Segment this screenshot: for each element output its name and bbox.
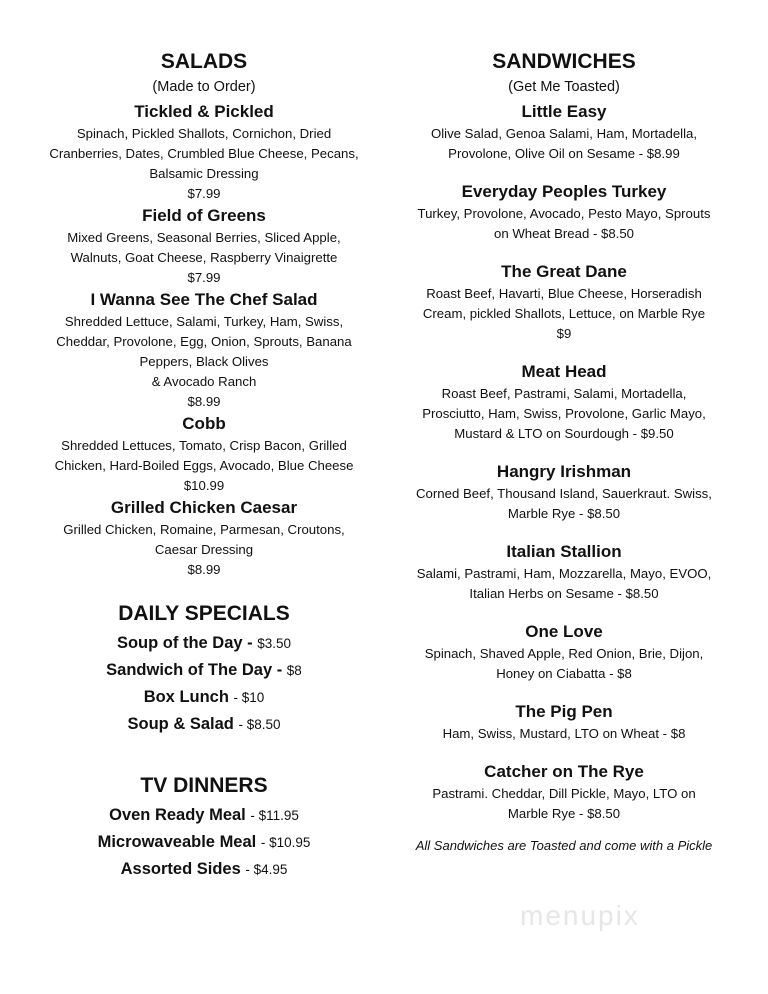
tv-dinner-price: - $10.95 [260, 835, 311, 850]
special-item [30, 711, 378, 738]
special-price: $8 [286, 663, 302, 678]
salad-item [30, 288, 378, 412]
salads-subtitle: (Made to Order) [152, 79, 256, 95]
salad-desc-line: Balsamic Dressing [149, 166, 259, 181]
salad-desc-line: Cheddar, Provolone, Egg, Onion, Sprouts, Banana [56, 334, 352, 349]
tv-dinner-price: - $4.95 [245, 862, 288, 877]
salad-price: $8.99 [187, 394, 221, 409]
sandwiches-title: SANDWICHES [492, 50, 636, 73]
salad-name: I Wanna See The Chef Salad [90, 290, 318, 309]
sandwich-item [395, 700, 733, 744]
salad-price: $10.99 [183, 478, 225, 493]
salad-item [30, 100, 378, 204]
salad-name: Field of Greens [142, 206, 266, 225]
tv-dinner-name: Microwaveable Meal [97, 833, 257, 851]
special-item [30, 630, 378, 657]
sandwiches-subtitle: (Get Me Toasted) [508, 79, 620, 95]
sandwich-desc-line: Spinach, Shaved Apple, Red Onion, Brie, Dijon, [424, 646, 704, 661]
sandwich-item [395, 360, 733, 444]
sandwich-desc-line: $9 [556, 326, 572, 341]
daily-specials-title: DAILY SPECIALS [118, 602, 290, 625]
sandwich-item [395, 260, 733, 344]
sandwich-desc-line: Honey on Ciabatta - $8 [496, 666, 632, 681]
salad-desc-line: Walnuts, Goat Cheese, Raspberry Vinaigrette [70, 250, 338, 265]
salads-section [30, 48, 378, 580]
salad-price: $7.99 [187, 186, 221, 201]
special-price: - $10 [233, 690, 265, 705]
right-column [395, 48, 733, 856]
salad-desc-line: Shredded Lettuce, Salami, Turkey, Ham, Swiss, [64, 314, 344, 329]
sandwich-name: The Pig Pen [515, 702, 613, 721]
tv-dinner-item [30, 856, 378, 883]
sandwich-name: Hangry Irishman [496, 462, 632, 481]
sandwich-name: Italian Stallion [506, 542, 622, 561]
special-name: Sandwich of The Day - [106, 661, 283, 679]
sandwich-desc-line: Roast Beef, Pastrami, Salami, Mortadella, [441, 386, 687, 401]
salad-item [30, 204, 378, 288]
sandwich-name: One Love [525, 622, 603, 641]
sandwich-desc-line: Olive Salad, Genoa Salami, Ham, Mortadella, [430, 126, 698, 141]
tv-dinner-item [30, 829, 378, 856]
sandwich-desc-line: Marble Rye - $8.50 [507, 506, 621, 521]
salad-name: Tickled & Pickled [134, 102, 274, 121]
sandwich-desc-line: Salami, Pastrami, Ham, Mozzarella, Mayo, EVOO, [416, 566, 712, 581]
special-name: Box Lunch [143, 688, 229, 706]
sandwich-desc-line: Roast Beef, Havarti, Blue Cheese, Horseradish [426, 286, 702, 301]
watermark: menupix [520, 900, 640, 931]
salad-price: $7.99 [187, 270, 221, 285]
sandwich-desc-line: Provolone, Olive Oil on Sesame - $8.99 [448, 146, 680, 161]
salad-desc-line: Chicken, Hard-Boiled Eggs, Avocado, Blue Cheese [54, 458, 354, 473]
sandwich-item [395, 100, 733, 164]
sandwich-name: Little Easy [521, 102, 607, 121]
sandwich-desc-line: Turkey, Provolone, Avocado, Pesto Mayo, Sprouts [417, 206, 711, 221]
sandwich-desc-line: Italian Herbs on Sesame - $8.50 [469, 586, 659, 601]
left-column [30, 48, 378, 883]
special-name: Soup of the Day - [116, 634, 253, 652]
salad-desc-line: Shredded Lettuces, Tomato, Crisp Bacon, Grilled [61, 438, 347, 453]
sandwich-desc-line: Marble Rye - $8.50 [507, 806, 621, 821]
sandwich-item [395, 540, 733, 604]
tv-dinners-title: TV DINNERS [140, 774, 268, 797]
special-price: $3.50 [257, 636, 292, 651]
salads-title: SALADS [160, 50, 248, 73]
sandwich-desc-line: Pastrami. Cheddar, Dill Pickle, Mayo, LTO on [432, 786, 696, 801]
sandwich-item [395, 620, 733, 684]
salad-desc-line: Caesar Dressing [154, 542, 254, 557]
tv-dinner-price: - $11.95 [250, 808, 299, 823]
sandwich-item [395, 460, 733, 524]
salad-desc-line: & Avocado Ranch [151, 374, 257, 389]
tv-dinner-name: Oven Ready Meal [109, 806, 246, 824]
tv-dinners-section [30, 772, 378, 883]
salad-name: Cobb [182, 414, 226, 433]
daily-specials-section [30, 600, 378, 738]
salad-desc-line: Grilled Chicken, Romaine, Parmesan, Croutons, [63, 522, 345, 537]
special-name: Soup & Salad [127, 715, 234, 733]
sandwiches-note: All Sandwiches are Toasted and come with a Pickle [415, 838, 713, 853]
sandwich-name: Meat Head [521, 362, 607, 381]
salad-item [30, 496, 378, 580]
salad-name: Grilled Chicken Caesar [110, 498, 298, 517]
special-item [30, 684, 378, 711]
sandwich-item [395, 180, 733, 244]
sandwich-name: Catcher on The Rye [484, 762, 644, 781]
sandwich-name: The Great Dane [501, 262, 627, 281]
sandwich-desc-line: on Wheat Bread - $8.50 [493, 226, 635, 241]
sandwich-desc-line: Cream, pickled Shallots, Lettuce, on Marble Rye [422, 306, 706, 321]
salad-item [30, 412, 378, 496]
salad-desc-line: Cranberries, Dates, Crumbled Blue Cheese, Pecans, [49, 146, 359, 161]
tv-dinner-item [30, 802, 378, 829]
salad-desc-line: Mixed Greens, Seasonal Berries, Sliced Apple, [67, 230, 341, 245]
sandwich-desc-line: Ham, Swiss, Mustard, LTO on Wheat - $8 [442, 726, 686, 741]
special-price: - $8.50 [238, 717, 281, 732]
special-item [30, 657, 378, 684]
sandwich-name: Everyday Peoples Turkey [461, 182, 667, 201]
salad-desc-line: Spinach, Pickled Shallots, Cornichon, Dried [76, 126, 332, 141]
sandwich-desc-line: Corned Beef, Thousand Island, Sauerkraut. Swiss, [416, 486, 712, 501]
salad-price: $8.99 [187, 562, 221, 577]
sandwich-item [395, 760, 733, 824]
tv-dinner-name: Assorted Sides [120, 860, 241, 878]
sandwich-desc-line: Prosciutto, Ham, Swiss, Provolone, Garlic Mayo, [422, 406, 706, 421]
salad-desc-line: Peppers, Black Olives [139, 354, 269, 369]
sandwich-desc-line: Mustard & LTO on Sourdough - $9.50 [454, 426, 674, 441]
